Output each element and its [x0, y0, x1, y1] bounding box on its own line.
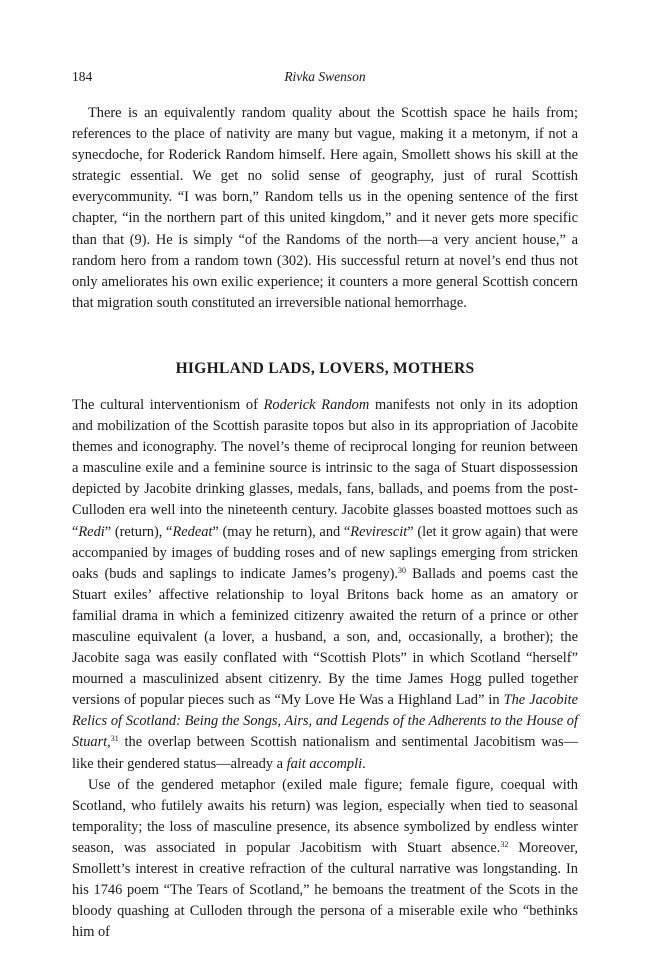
italic-phrase: fait accompli	[286, 755, 363, 772]
page-number: 184	[72, 69, 93, 84]
text-run: Use of the gendered metaphor (exiled male figure; female figure, coequal with Scotland, who futilely awaits his return) was legion, especially when tied to seasonal temporality; the loss of masculine presence, its absence symbolized by endless winter season, was associated in popular Jacobitism with Stuart absence.	[72, 776, 578, 856]
italic-title: Roderick Random	[263, 396, 370, 413]
body-text	[72, 103, 578, 943]
text-run: Moreover, Smollett’s interest in creative refraction of the cultural narrative was longstanding. In his 1746 poem “The Tears of Scotland,” he bemoans the treatment of the Scots in the bloody quashing at Culloden through the persona of a miserable exile who “bethinks him of	[72, 839, 578, 941]
italic-motto: Revirescit	[350, 523, 408, 540]
text-run: ” (let it grow again) that were accompanied by images of budding roses and of new saplings emerging from stricken oaks (buds and saplings to indicate James’s progeny).	[72, 523, 579, 582]
text-run: The cultural interventionism of	[72, 396, 264, 413]
text-run: .	[362, 755, 366, 772]
italic-motto: Redeat	[172, 523, 213, 540]
paragraph	[72, 775, 578, 944]
text-run: manifests not only in its adoption and mobilization of the Scottish parasite topos but also in its appropriation of Jacobite themes and iconography. The novel’s theme of reciprocal longing for reunion between a masculine exile and a feminine source is intrinsic to the saga of Stuart dispossession depicted by Jacobite drinking glasses, medals, fans, ballads, and poems from the post-Culloden era well into the nineteenth century. Jacobite glasses boasted mottoes such as “	[72, 396, 578, 540]
footnote-marker[interactable]: 32	[500, 839, 509, 849]
paragraph: There is an equivalently random quality about the Scottish space he hails from; references to the place of nativity are many but vague, making it a metonym, if not a synecdoche, for Roderick Random himself. Here again, Smollett shows his skill at the strategic essential. We get no solid sense of geography, just of rural Scottish everycommunity. “I was born,” Random tells us in the opening sentence of the first chapter, “in the northern part of this united kingdom,” and it never gets more specific than that (9). He is simply “of the Randoms of the north—a very ancient house,” a random hero from a random town (302). His successful return at novel’s end thus not only ameliorates his own exilic experience; it counters a more general Scottish concern that migration south constituted an irreversible national hemorrhage.	[72, 105, 578, 311]
section-heading: HIGHLAND LADS, LOVERS, MOTHERS	[175, 359, 475, 377]
text-run: ” (may he return), and “	[212, 523, 351, 540]
paragraph	[72, 395, 578, 775]
running-author: Rivka Swenson	[284, 69, 366, 84]
italic-motto: Redi	[78, 523, 105, 540]
text-run: the overlap between Scottish nationalism and sentimental Jacobitism was—like their gendered status—already a	[72, 734, 578, 772]
footnote-marker[interactable]: 31	[110, 734, 119, 744]
text-run: Ballads and poems cast the Stuart exiles’ affective relationship to loyal Britons back home as an amatory or familial drama in which a feminized citizenry awaited the return of a prince or other masculine equivalent (a lover, a husband, a son, and, occasionally, a brother); the Jacobite saga was easily conflated with “Scottish Plots” in which Scotland “herself” mourned a masculinized absent citizenry. By the time James Hogg pulled together versions of popular pieces such as “My Love He Was a Highland Lad” in	[72, 565, 578, 709]
italic-title: The Jacobite Relics of Scotland: Being the Songs, Airs, and Legends of the Adherents to the House of Stuart,	[72, 692, 578, 751]
text-run: ” (return), “	[104, 523, 173, 540]
footnote-marker[interactable]: 30	[398, 565, 407, 575]
